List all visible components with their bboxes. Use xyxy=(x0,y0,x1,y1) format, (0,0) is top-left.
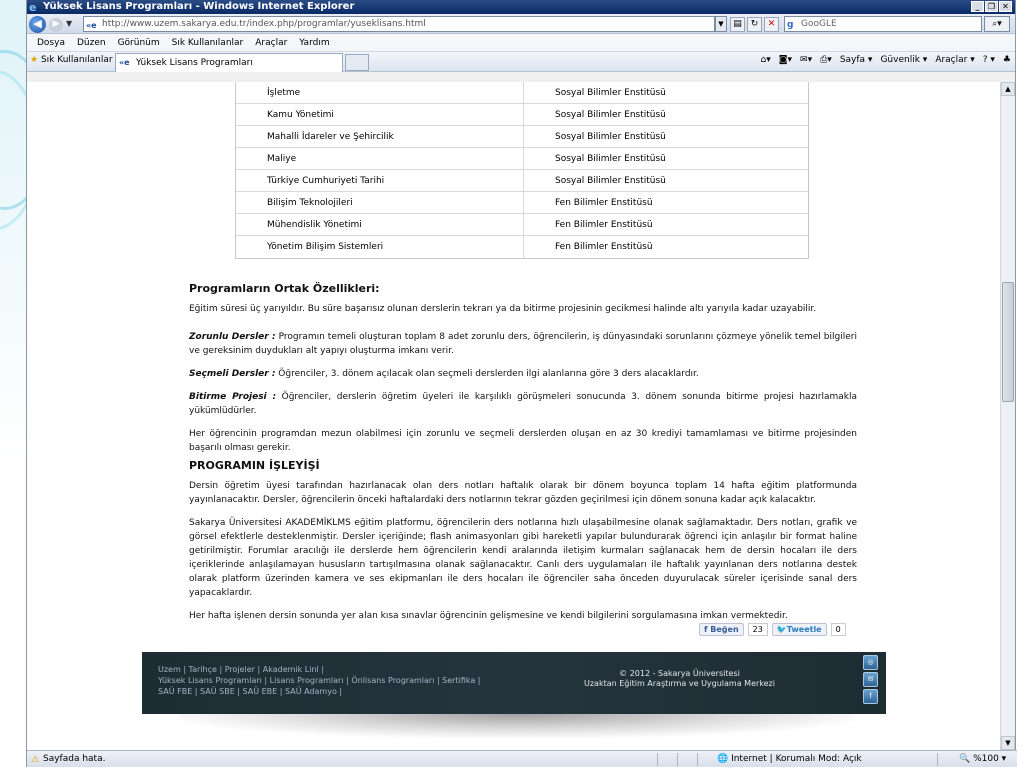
table-row xyxy=(236,82,808,104)
tab-yuksek-lisans[interactable]: «e Yüksek Lisans Programları xyxy=(115,53,343,72)
page-viewport xyxy=(27,82,1001,750)
favorites-button[interactable]: ★ Sık Kullanılanlar xyxy=(30,55,113,65)
institute-cell: Sosyal Bilimler Enstitüsü xyxy=(555,132,666,142)
back-button[interactable]: ◀ xyxy=(29,16,46,33)
menu-help[interactable]: Yardım xyxy=(299,37,330,48)
star-icon: ★ xyxy=(30,55,39,65)
close-button[interactable]: ✕ xyxy=(999,1,1012,12)
compat-view-icon[interactable]: ▤ xyxy=(730,17,745,32)
program-name-cell: İşletme xyxy=(236,82,524,103)
process-paragraph-3: Her hafta işlenen dersin sonunda yer alan kısa sınavlar öğrencinin gelişmesine ve kendi bilgilerini sorgulamasına imkan vermektedir. xyxy=(189,611,788,621)
institute-cell: Fen Bilimler Enstitüsü xyxy=(555,198,653,208)
footer-links-row[interactable]: Yüksek Lisans Programları | Lisans Programları | Önlisans Programları | Sertifika | xyxy=(158,676,481,685)
wave-decoration xyxy=(0,70,26,230)
institute-cell: Fen Bilimler Enstitüsü xyxy=(555,220,653,230)
favorites-bar xyxy=(27,52,1015,72)
process-section xyxy=(189,459,857,632)
new-tab-button[interactable] xyxy=(345,54,369,71)
tweet-count: 0 xyxy=(831,623,846,636)
required-courses-text: Zorunlu Dersler : Programın temeli oluşturan toplam 8 adet zorunlu ders, öğrencilerin, iş dünyasındaki sorunlarını çözmeye yönelik temel bilgileri ve gereksinim duydukları alt yapıyı oluşturma imkanı verir. xyxy=(189,332,857,356)
feeds-icon[interactable]: ◙▾ xyxy=(778,55,793,65)
history-dropdown-icon[interactable]: ▼ xyxy=(66,19,73,28)
zoom-level[interactable]: 🔍 %100 ▾ xyxy=(959,754,1007,764)
table-row xyxy=(236,148,808,170)
table-row xyxy=(236,214,808,236)
url-dropdown-icon[interactable]: ▼ xyxy=(715,16,727,32)
table-row xyxy=(236,104,808,126)
graduation-text: Her öğrencinin programdan mezun olabilmesi için zorunlu ve seçmeli derslerden oluşan en az 30 krediyi tamamlaması ve bitirme projesinden başarılı olması gerekir. xyxy=(189,429,857,453)
institute-cell: Sosyal Bilimler Enstitüsü xyxy=(555,88,666,98)
vertical-scrollbar[interactable] xyxy=(1000,82,1015,750)
process-paragraph-1: Dersin öğretim üyesi tarafından hazırlanacak olan ders notları haftalık olarak bir dönem boyunca toplam 14 hafta eğitim platformunda yayınlanacaktır. Dersler, öğrencilerin önceki haftalardaki ders notlarının tekrar gözden geçirilmesi için dönem sonuna kadar açık kalacaktır. xyxy=(189,481,857,505)
table-row xyxy=(236,170,808,192)
command-bar xyxy=(761,55,1011,65)
mail-icon[interactable]: ✉▾ xyxy=(800,55,813,65)
address-bar xyxy=(27,14,1015,34)
program-name-cell: Mühendislik Yönetimi xyxy=(236,214,524,235)
footer-shadow xyxy=(177,714,857,738)
maximize-button[interactable]: ❐ xyxy=(985,1,998,12)
common-features-heading: Programların Ortak Özellikleri: xyxy=(189,282,380,295)
scroll-down-icon[interactable]: ▼ xyxy=(1001,736,1015,750)
menu-view[interactable]: Görünüm xyxy=(117,37,160,48)
elective-courses-text: Seçmeli Dersler : Öğrenciler, 3. dönem açılacak olan seçmeli derslerden ilgi alanlarına göre 3 ders alacaklardır. xyxy=(189,369,699,379)
security-zone[interactable]: 🌐 Internet | Korumalı Mod: Açık xyxy=(717,754,862,764)
slide-decoration xyxy=(0,0,26,767)
web-icon[interactable]: ◎ xyxy=(863,655,878,670)
search-button[interactable]: ⌕▾ xyxy=(984,16,1010,32)
forward-button[interactable]: ▶ xyxy=(49,18,63,32)
program-name-cell: Bilişim Teknolojileri xyxy=(236,192,524,213)
social-buttons xyxy=(699,623,846,636)
footer-links-row[interactable]: Uzem | Tarihçe | Projeler | Akademik Linl | xyxy=(158,665,325,674)
scroll-thumb[interactable] xyxy=(1002,282,1014,402)
institute-cell: Sosyal Bilimler Enstitüsü xyxy=(555,110,666,120)
table-row xyxy=(236,236,808,258)
refresh-icon[interactable]: ↻ xyxy=(747,17,762,32)
warning-icon[interactable]: ⚠ xyxy=(31,755,40,765)
common-features-section xyxy=(189,282,857,464)
final-project-text: Bitirme Projesi : Öğrenciler, derslerin öğretim üyeleri ile karşılıklı görüşmeleri sonucunda 3. dönem sonunda bitirme projesi hazırlamakla yükümlüdürler. xyxy=(189,392,857,416)
process-paragraph-2: Sakarya Üniversitesi AKADEMİKLMS eğitim platformu, öğrencilerin ders notlarına hızlı ulaşabilmesine olanak sağlamaktadır. Ders notları, grafik ve görsel efektlerle desteklenmiştir. Dersler içeriğinde; flash animasyonları gibi hareketli yapılar bulundurarak öğrenci için anlaşılır bir format haline getirilmiştir. Forumlar aracılığı ile derslerde hem öğrencilerin kendi aralarında iletişim kurmaları sağlanacak hem de dersin hocaları ile ders içeriklerinde anlaşılamayan hususların tartışılmasına olanak sağlanacaktır. Canlı ders uygulamaları ile haftalık yayınlanan ders notlarına destek olarak platform üzerinden kamera ve ses ekipmanları ile ders hocaları ile öğrenciler saha önceden duyurulacak süreler içerisinde sanal ders yapacaklardır. xyxy=(189,518,857,598)
tools-menu[interactable]: Araçlar ▾ xyxy=(935,55,975,65)
google-icon: g xyxy=(787,20,794,30)
tab-favicon-icon: «e xyxy=(119,58,130,67)
institute-cell: Sosyal Bilimler Enstitüsü xyxy=(555,154,666,164)
institute-cell: Sosyal Bilimler Enstitüsü xyxy=(555,176,666,186)
tweet-button[interactable]: 🐦Tweetle xyxy=(772,623,827,636)
facebook-like-button[interactable]: f Beğen xyxy=(699,623,744,636)
menu-favorites[interactable]: Sık Kullanılanlar xyxy=(171,37,244,48)
home-icon[interactable]: ⌂▾ xyxy=(760,55,771,65)
site-favicon-icon: «e xyxy=(86,21,97,30)
page-menu[interactable]: Sayfa ▾ xyxy=(839,55,873,65)
site-footer xyxy=(142,652,886,714)
minimize-button[interactable]: _ xyxy=(971,1,984,12)
rss-icon[interactable]: ✉ xyxy=(863,672,878,687)
menu-file[interactable]: Dosya xyxy=(37,37,65,48)
status-message[interactable]: Sayfada hata. xyxy=(43,754,106,764)
program-name-cell: Yönetim Bilişim Sistemleri xyxy=(236,236,524,258)
footer-links-row[interactable]: SAÜ FBE | SAÜ SBE | SAÜ EBE | SAÜ Adamyo | xyxy=(158,687,343,696)
stop-icon[interactable]: ✕ xyxy=(764,17,779,32)
url-input[interactable] xyxy=(83,16,715,32)
institute-cell: Fen Bilimler Enstitüsü xyxy=(555,242,653,252)
table-row xyxy=(236,126,808,148)
url-text: http://www.uzem.sakarya.edu.tr/index.php/programlar/yuseklisans.html xyxy=(102,19,426,29)
safety-menu[interactable]: Güvenlik ▾ xyxy=(880,55,928,65)
print-icon[interactable]: ⎙▾ xyxy=(820,55,832,65)
status-bar xyxy=(27,750,1017,767)
footer-links xyxy=(158,664,481,697)
facebook-icon[interactable]: f xyxy=(863,689,878,704)
menu-bar xyxy=(27,34,1015,52)
ie-logo-icon: e xyxy=(29,1,37,14)
browser-window xyxy=(26,0,1016,767)
program-name-cell: Türkiye Cumhuriyeti Tarihi xyxy=(236,170,524,191)
programs-table xyxy=(235,82,809,259)
menu-edit[interactable]: Düzen xyxy=(76,37,106,48)
process-heading: PROGRAMIN İŞLEYİŞİ xyxy=(189,459,320,472)
title-bar xyxy=(27,0,1015,14)
program-name-cell: Kamu Yönetimi xyxy=(236,104,524,125)
footer-social-icons xyxy=(863,655,878,704)
menu-tools[interactable]: Araçlar xyxy=(255,37,288,48)
help-menu[interactable]: ? ▾ xyxy=(982,55,995,65)
search-input[interactable]: g GooGLE xyxy=(784,16,982,32)
duration-text: Eğitim süresi üç yarıyıldır. Bu süre başarısız olunan derslerin tekrarı ya da bitirme projesinin gecikmesi halinde altı yarıyıla kadar uzayabilir. xyxy=(189,304,817,314)
footer-copyright: © 2012 - Sakarya Üniversitesi Uzaktan Eğitim Araştırma ve Uygulama Merkezi xyxy=(584,669,775,688)
table-row xyxy=(236,192,808,214)
program-name-cell: Mahalli İdareler ve Şehircilik xyxy=(236,126,524,147)
window-title: Yüksek Lisans Programları - Windows Internet Explorer xyxy=(43,1,355,12)
scroll-up-icon[interactable]: ▲ xyxy=(1001,82,1015,96)
research-icon[interactable]: ♣ xyxy=(1002,55,1011,65)
like-count: 23 xyxy=(748,623,768,636)
program-name-cell: Maliye xyxy=(236,148,524,169)
